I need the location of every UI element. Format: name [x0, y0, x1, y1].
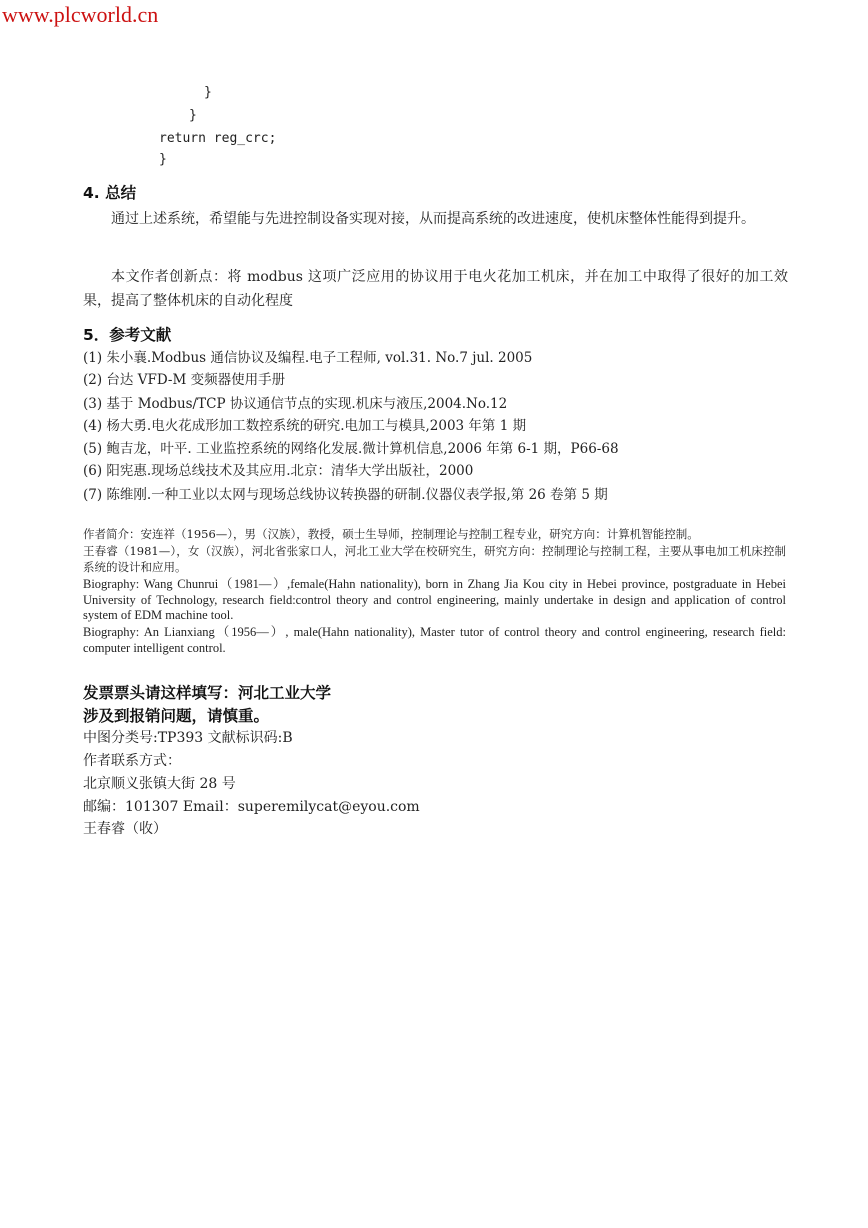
reference-item: (4) 杨大勇.电火花成形加工数控系统的研究.电加工与模具,2003 年第 1 期	[83, 418, 527, 434]
code-line: }	[159, 152, 167, 167]
reference-item: (2) 台达 VFD-M 变频器使用手册	[83, 372, 286, 388]
reference-item: (7) 陈维刚.一种工业以太网与现场总线协议转换器的研制.仪器仪表学报,第 26 卷第 5 期	[83, 487, 608, 503]
section-heading-summary: 4. 总结	[83, 184, 137, 202]
contact-recipient: 王春睿（收）	[83, 821, 167, 837]
author-bio-en-an: Biography: An Lianxiang（1956—）, male(Hahn nationality), Master tutor of control theory and control engineering, research field: computer intelligent control.	[83, 625, 786, 655]
invoice-notice-line2: 涉及到报销问题，请慎重。	[83, 707, 270, 725]
code-line: }	[204, 85, 212, 100]
author-bio-cn-an: 作者简介：安连祥（1956—），男（汉族），教授，硕士生导师，控制理论与控制工程专业，研究方向：计算机智能控制。	[83, 527, 699, 541]
reference-item: (5) 鲍吉龙，叶平. 工业监控系统的网络化发展.微计算机信息,2006 年第 6-1 期，P66-68	[83, 441, 619, 457]
code-line: }	[189, 108, 197, 123]
section-heading-references: 5．参考文献	[83, 326, 172, 344]
code-line: return reg_crc;	[159, 131, 277, 146]
reference-item: (6) 阳宪惠.现场总线技术及其应用.北京：清华大学出版社，2000	[83, 463, 474, 479]
contact-label: 作者联系方式：	[83, 753, 181, 769]
innovation-paragraph: 本文作者创新点：将 modbus 这项广泛应用的协议用于电火花加工机床，并在加工中取得了很好的加工效果，提高了整体机床的自动化程度	[83, 269, 788, 309]
classification-line: 中图分类号:TP393 文献标识码:B	[83, 730, 293, 746]
author-bio-cn-wang: 王春睿（1981—），女（汉族），河北省张家口人，河北工业大学在校研究生，研究方向：控制理论与控制工程，主要从事电加工机床控制系统的设计和应用。	[83, 544, 786, 574]
reference-item: (3) 基于 Modbus/TCP 协议通信节点的实现.机床与液压,2004.No.12	[83, 396, 508, 412]
summary-paragraph: 通过上述系统，希望能与先进控制设备实现对接，从而提高系统的改进速度，使机床整体性能得到提升。	[111, 211, 755, 227]
author-bio-en-wang: Biography: Wang Chunrui（1981—）,female(Hahn nationality), born in Zhang Jia Kou city in Hebei province, postgraduate in Hebei University of Technology, research field:control theory and control engineering, mainly undertake in design and application of control system of EDM machine tool.	[83, 577, 786, 622]
contact-postal-email: 邮编：101307 Email：superemilycat@eyou.com	[83, 799, 420, 815]
reference-item: (1) 朱小襄.Modbus 通信协议及编程.电子工程师, vol.31. No.7 jul. 2005	[83, 350, 533, 366]
watermark-url: www.plcworld.cn	[2, 2, 159, 27]
contact-address: 北京顺义张镇大街 28 号	[83, 776, 236, 792]
invoice-notice-line1: 发票票头请这样填写：河北工业大学	[83, 684, 332, 702]
